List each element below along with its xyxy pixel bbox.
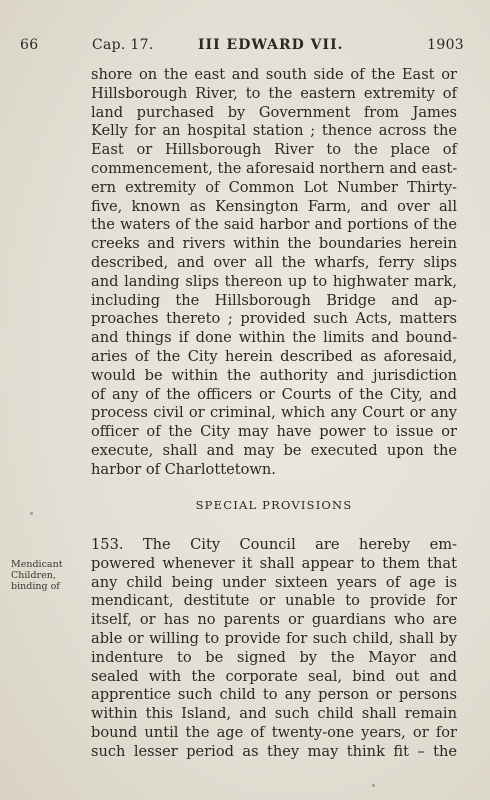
text-line: and things if done within the limits and bound- (91, 329, 457, 347)
margin-note-line: binding of (11, 581, 60, 592)
text-line: bound until the age of twenty-one years, or for (91, 723, 457, 741)
year: 1903 (427, 37, 464, 53)
text-line: aries of the City herein described as aforesaid, (91, 347, 457, 365)
text-line: of any of the officers or Courts of the City, and (91, 385, 457, 403)
text-line: 153. The City Council are hereby em- (91, 536, 457, 553)
text-line: any child being under sixteen years of age is (91, 573, 457, 591)
text-line: officer of the City may have power to issue or (91, 423, 457, 441)
reign-title: III EDWARD VII. (198, 37, 344, 53)
margin-note-line: Mendicant (11, 559, 63, 570)
paper-speck (30, 512, 33, 515)
text-line: proaches thereto ; provided such Acts, matters (91, 310, 457, 328)
page-number: 66 (20, 37, 39, 53)
text-line: within this Island, and such child shall remain (91, 705, 457, 723)
chapter-number: Cap. 17. (92, 37, 154, 53)
text-line: powered whenever it shall appear to them that (91, 554, 457, 572)
text-line: creeks and rivers within the boundaries herein (91, 235, 457, 253)
boundary-paragraph (91, 66, 457, 480)
text-line: mendicant, destitute or unable to provide for (91, 592, 457, 610)
text-line: itself, or has no parents or guardians who are (91, 611, 457, 629)
text-line: the waters of the said harbor and portions of the (91, 216, 457, 234)
text-line: commencement, the aforesaid northern and east- (91, 159, 458, 177)
text-line: land purchased by Government from James (91, 103, 457, 121)
text-line: Kelly for an hospital station ; thence across the (91, 122, 457, 140)
text-line: including the Hillsborough Bridge and ap- (91, 291, 457, 309)
text-line: execute, shall and may be executed upon the (91, 441, 457, 459)
text-line: indenture to be signed by the Mayor and (91, 648, 457, 666)
text-line: apprentice such child to any person or persons (91, 686, 457, 704)
text-line: harbor of Charlottetown. (91, 460, 276, 478)
text-line: described, and over all the wharfs, ferry slips (91, 253, 457, 271)
section-heading: SPECIAL PROVISIONS (195, 498, 353, 512)
paper-speck (372, 784, 375, 787)
text-line: Hillsborough River, to the eastern extremity of (91, 84, 457, 102)
margin-note-line: Children, (11, 570, 56, 581)
text-line: East or Hillsborough River to the place of (91, 141, 457, 159)
section-153-paragraph (91, 536, 457, 762)
margin-note (11, 559, 81, 592)
running-head (20, 37, 470, 59)
text-line: five, known as Kensington Farm, and over all (91, 197, 457, 215)
text-line: sealed with the corporate seal, bind out and (91, 667, 457, 685)
text-line: process civil or criminal, which any Court or any (91, 404, 457, 422)
text-line: and landing slips thereon up to highwater mark, (91, 272, 457, 290)
text-line: able or willing to provide for such child, shall by (91, 629, 457, 647)
text-line: such lesser period as they may think fit – the (91, 742, 457, 760)
text-line: shore on the east and south side of the East or (91, 66, 457, 83)
text-line: would be within the authority and jurisdiction (91, 366, 457, 384)
text-line: ern extremity of Common Lot Number Thirty- (91, 178, 457, 196)
